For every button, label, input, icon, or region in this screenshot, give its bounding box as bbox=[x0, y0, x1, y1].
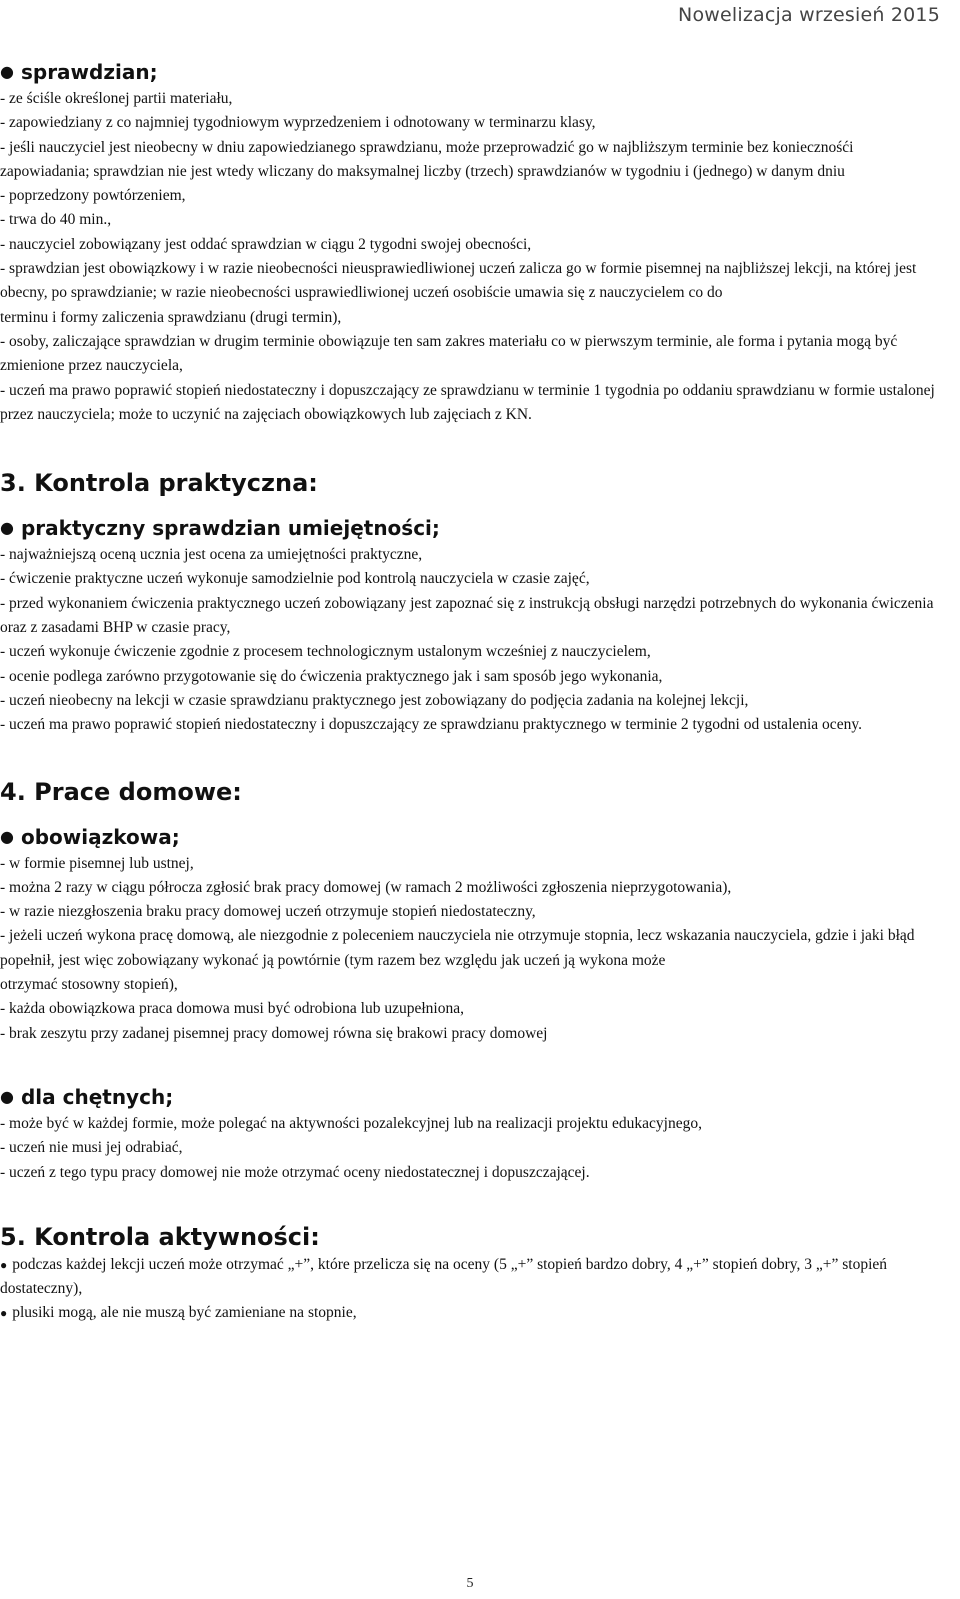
list-item: - uczeń ma prawo poprawić stopień niedostateczny i dopuszczający ze sprawdzianu praktycznego w terminie 2 tygodni od ustalenia oceny. bbox=[0, 716, 862, 734]
list-item: - sprawdzian jest obowiązkowy i w razie nieobecności nieusprawiedliwionej uczeń zalicza go w formie pisemnej na najbliższej lekcji, na której jest obecny, po sprawdzianie; w razie nieobecności usprawiedliwionej uczeń osobiście umawia się z nauczycielem co do bbox=[0, 260, 917, 302]
list-item: - uczeń ma prawo poprawić stopień niedostateczny i dopuszczający ze sprawdzianu w terminie 1 tygodnia po oddaniu sprawdzianu w formie ustalonej przez nauczyciela; może to uczynić na zajęciach obowiązkowych lub zajęciach z KN. bbox=[0, 381, 935, 423]
sprawdzian-heading bbox=[0, 57, 940, 87]
list-item: - uczeń wykonuje ćwiczenie zgodnie z procesem technologicznym ustalonym wcześniej z nauczycielem, bbox=[0, 643, 651, 661]
dla-chetnych-heading-text: dla chętnych; bbox=[20, 1084, 174, 1109]
list-item: - osoby, zaliczające sprawdzian w drugim terminie obowiązuje ten sam zakres materiału co w pierwszym terminie, ale forma i pytania mogą być zmienione przez nauczyciela, bbox=[0, 332, 898, 375]
obowiazkowa-heading bbox=[0, 822, 940, 852]
list-item: - jeżeli uczeń wykona pracę domową, ale niezgodnie z poleceniem nauczyciela nie otrzymuje stopnia, lecz wskazania nauczyciela, gdzie i jaki błąd popełnił, jest więc zobowiązany wykonać ją powtórnie (tym razem bez względu jak uczeń ją wykona może bbox=[0, 927, 915, 969]
bullet-icon: ● bbox=[0, 826, 14, 846]
list-item: - zapowiedziany z co najmniej tygodniowym wyprzedzeniem i odnotowany w terminarzu klasy, bbox=[0, 114, 596, 132]
document-header-title: Nowelizacja wrzesień 2015 bbox=[678, 4, 940, 26]
list-item: - ćwiczenie praktyczne uczeń wykonuje samodzielnie pod kontrolą nauczyciela w czasie zajęć, bbox=[0, 570, 590, 588]
page-number: 5 bbox=[466, 1576, 474, 1591]
list-item bbox=[0, 1253, 940, 1302]
bullet-icon: ● bbox=[0, 1086, 14, 1106]
list-item: - uczeń nieobecny na lekcji w czasie sprawdzianu praktycznego jest zobowiązany do podjęcia zadania na kolejnej lekcji, bbox=[0, 691, 749, 709]
dla-chetnych-heading bbox=[0, 1082, 940, 1112]
bullet-icon: ● bbox=[0, 518, 14, 538]
list-item: - każda obowiązkowa praca domowa musi być odrobiona lub uzupełniona, bbox=[0, 1000, 464, 1018]
bullet-icon: ● bbox=[0, 1257, 8, 1272]
list-item: - brak zeszytu przy zadanej pisemnej pracy domowej równa się brakowi pracy domowej bbox=[0, 1024, 548, 1042]
section-heading-kontrola-praktyczna: 3. Kontrola praktyczna: bbox=[0, 469, 318, 498]
obowiazkowa-heading-text: obowiązkowa; bbox=[20, 824, 180, 849]
section-heading-prace-domowe: 4. Prace domowe: bbox=[0, 777, 242, 806]
list-item: - ze ściśle określonej partii materiału, bbox=[0, 90, 233, 107]
list-item: - może być w każdej formie, może polegać na aktywności pozalekcyjnej lub na realizacji projektu edukacyjnego, bbox=[0, 1114, 702, 1132]
list-item: otrzymać stosowny stopień), bbox=[0, 976, 178, 994]
list-item: - uczeń z tego typu pracy domowej nie może otrzymać oceny niedostatecznej i dopuszczającej. bbox=[0, 1163, 590, 1181]
praktyczny-sprawdzian-heading bbox=[0, 513, 940, 543]
list-item: - uczeń nie musi jej odrabiać, bbox=[0, 1139, 183, 1157]
document-body bbox=[0, 57, 940, 1326]
sprawdzian-heading-text: sprawdzian; bbox=[20, 60, 158, 84]
bullet-icon: ● bbox=[0, 1306, 8, 1321]
list-item: - trwa do 40 min., bbox=[0, 211, 112, 229]
bullet-icon: ● bbox=[0, 62, 14, 81]
list-item: - w formie pisemnej lub ustnej, bbox=[0, 854, 194, 872]
praktyczny-sprawdzian-heading-text: praktyczny sprawdzian umiejętności; bbox=[20, 516, 440, 541]
list-item: - jeśli nauczyciel jest nieobecny w dniu zapowiedzianego sprawdzianu, może przeprowadzić go w najbliższym terminie bez koniecznośći zapowiadania; sprawdzian nie jest wtedy wliczany do maksymalnej liczby (trzech) sprawdzianów w tygodniu i (jednego) w danym dniu bbox=[0, 138, 854, 180]
list-item: - można 2 razy w ciągu półrocza zgłosić brak pracy domowej (w ramach 2 możliwości zgłoszenia nieprzygotowania), bbox=[0, 878, 732, 896]
list-item bbox=[0, 1301, 940, 1325]
list-item: - nauczyciel zobowiązany jest oddać sprawdzian w ciągu 2 tygodni swojej obecności, bbox=[0, 235, 532, 253]
list-item: - przed wykonaniem ćwiczenia praktycznego uczeń zobowiązany jest zapoznać się z instrukcją obsługi narzędzi potrzebnych do wykonania ćwiczenia oraz z zasadami BHP w czasie pracy, bbox=[0, 594, 934, 637]
list-item: - najważniejszą oceną ucznia jest ocena za umiejętności praktyczne, bbox=[0, 546, 423, 564]
list-item: - ocenie podlega zarówno przygotowanie się do ćwiczenia praktycznego jak i sam sposób jego wykonania, bbox=[0, 667, 663, 685]
list-item: terminu i formy zaliczenia sprawdzianu (drugi termin), bbox=[0, 308, 342, 326]
section-heading-kontrola-aktywnosci: 5. Kontrola aktywności: bbox=[0, 1222, 320, 1251]
list-item: - w razie niezgłoszenia braku pracy domowej uczeń otrzymuje stopień niedostateczny, bbox=[0, 903, 536, 921]
list-item-text: podczas każdej lekcji uczeń może otrzymać „+”, które przelicza się na oceny (5 „+” stopień bardzo dobry, 4 „+” stopień dobry, 3 „+” stopień dostateczny), bbox=[0, 1255, 888, 1298]
list-item: - poprzedzony powtórzeniem, bbox=[0, 187, 186, 205]
list-item-text: plusiki mogą, ale nie muszą być zamieniane na stopnie, bbox=[12, 1304, 357, 1322]
